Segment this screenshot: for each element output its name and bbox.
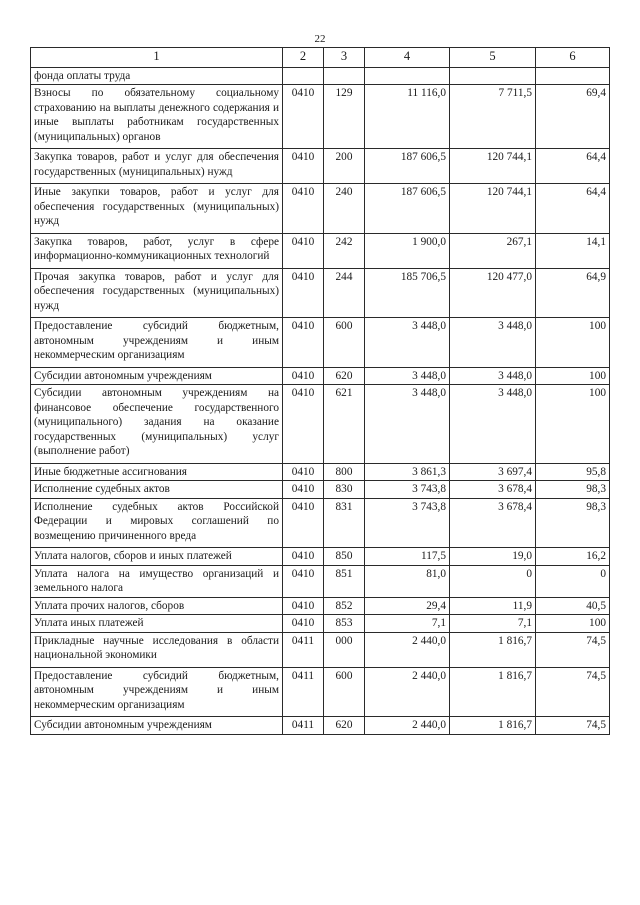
row-description: фонда оплаты труда [31, 67, 283, 85]
section-code: 0410 [283, 318, 324, 368]
column-header: 3 [324, 48, 365, 68]
executed-amount: 19,0 [450, 548, 536, 566]
expense-type-code: 242 [324, 233, 365, 268]
planned-amount: 117,5 [365, 548, 450, 566]
section-code: 0410 [283, 149, 324, 184]
executed-amount: 3 678,4 [450, 498, 536, 548]
planned-amount: 3 743,8 [365, 498, 450, 548]
executed-amount: 3 448,0 [450, 385, 536, 464]
table-row [31, 85, 610, 149]
row-description: Закупка товаров, работ и услуг для обеспечения государственных (муниципальных) нужд [31, 149, 283, 184]
execution-percent: 69,4 [536, 85, 610, 149]
row-description: Закупка товаров, работ, услуг в сфере информационно-коммуникационных технологий [31, 233, 283, 268]
row-description: Иные бюджетные ассигнования [31, 463, 283, 481]
planned-amount: 81,0 [365, 565, 450, 597]
row-description: Иные закупки товаров, работ и услуг для обеспечения государственных (муниципальных) нужд [31, 184, 283, 234]
executed-amount: 120 744,1 [450, 184, 536, 234]
execution-percent: 98,3 [536, 498, 610, 548]
section-code: 0410 [283, 548, 324, 566]
execution-percent: 95,8 [536, 463, 610, 481]
table-row [31, 615, 610, 633]
column-header: 2 [283, 48, 324, 68]
execution-percent: 64,4 [536, 149, 610, 184]
execution-percent: 14,1 [536, 233, 610, 268]
row-description: Субсидии автономным учреждениям на финансовое обеспечение государственного (муниципального) задания на оказание государственных (муниципальных) услуг (выполнение работ) [31, 385, 283, 464]
table-row [31, 632, 610, 667]
planned-amount: 3 861,3 [365, 463, 450, 481]
executed-amount: 120 477,0 [450, 268, 536, 318]
expense-type-code [324, 67, 365, 85]
budget-table [30, 47, 610, 735]
executed-amount: 7,1 [450, 615, 536, 633]
table-row [31, 717, 610, 735]
section-code: 0410 [283, 184, 324, 234]
row-description: Субсидии автономным учреждениям [31, 717, 283, 735]
expense-type-code: 830 [324, 481, 365, 499]
column-header: 5 [450, 48, 536, 68]
executed-amount: 1 816,7 [450, 717, 536, 735]
planned-amount: 11 116,0 [365, 85, 450, 149]
row-description: Уплата налогов, сборов и иных платежей [31, 548, 283, 566]
executed-amount: 120 744,1 [450, 149, 536, 184]
table-row [31, 481, 610, 499]
expense-type-code: 200 [324, 149, 365, 184]
row-description: Прикладные научные исследования в области национальной экономики [31, 632, 283, 667]
planned-amount: 3 448,0 [365, 385, 450, 464]
execution-percent: 40,5 [536, 597, 610, 615]
section-code: 0410 [283, 85, 324, 149]
planned-amount: 185 706,5 [365, 268, 450, 318]
row-description: Предоставление субсидий бюджетным, автономным учреждениям и иным некоммерческим организациям [31, 318, 283, 368]
expense-type-code: 600 [324, 667, 365, 717]
section-code: 0410 [283, 385, 324, 464]
expense-type-code: 620 [324, 367, 365, 385]
section-code: 0410 [283, 565, 324, 597]
execution-percent [536, 67, 610, 85]
section-code: 0410 [283, 463, 324, 481]
expense-type-code: 800 [324, 463, 365, 481]
planned-amount: 3 448,0 [365, 367, 450, 385]
planned-amount: 2 440,0 [365, 632, 450, 667]
planned-amount: 7,1 [365, 615, 450, 633]
expense-type-code: 000 [324, 632, 365, 667]
expense-type-code: 240 [324, 184, 365, 234]
execution-percent: 74,5 [536, 717, 610, 735]
row-description: Субсидии автономным учреждениям [31, 367, 283, 385]
section-code: 0411 [283, 717, 324, 735]
expense-type-code: 831 [324, 498, 365, 548]
section-code: 0410 [283, 268, 324, 318]
planned-amount: 187 606,5 [365, 184, 450, 234]
table-row [31, 498, 610, 548]
executed-amount: 1 816,7 [450, 632, 536, 667]
execution-percent: 100 [536, 385, 610, 464]
table-row [31, 184, 610, 234]
section-code: 0410 [283, 367, 324, 385]
table-row [31, 565, 610, 597]
row-description: Уплата прочих налогов, сборов [31, 597, 283, 615]
row-description: Исполнение судебных актов [31, 481, 283, 499]
table-row [31, 318, 610, 368]
table-row [31, 233, 610, 268]
expense-type-code: 621 [324, 385, 365, 464]
executed-amount: 7 711,5 [450, 85, 536, 149]
execution-percent: 74,5 [536, 667, 610, 717]
execution-percent: 64,9 [536, 268, 610, 318]
section-code: 0410 [283, 233, 324, 268]
row-description: Исполнение судебных актов Российской Федерации и мировых соглашений по возмещению причиненного вреда [31, 498, 283, 548]
execution-percent: 16,2 [536, 548, 610, 566]
planned-amount: 2 440,0 [365, 717, 450, 735]
table-row [31, 548, 610, 566]
column-header: 6 [536, 48, 610, 68]
executed-amount [450, 67, 536, 85]
column-header: 4 [365, 48, 450, 68]
section-code: 0410 [283, 481, 324, 499]
expense-type-code: 600 [324, 318, 365, 368]
execution-percent: 100 [536, 318, 610, 368]
expense-type-code: 129 [324, 85, 365, 149]
row-description: Предоставление субсидий бюджетным, автономным учреждениям и иным некоммерческим организациям [31, 667, 283, 717]
executed-amount: 0 [450, 565, 536, 597]
expense-type-code: 853 [324, 615, 365, 633]
table-row [31, 367, 610, 385]
execution-percent: 98,3 [536, 481, 610, 499]
row-description: Уплата налога на имущество организаций и земельного налога [31, 565, 283, 597]
row-description: Прочая закупка товаров, работ и услуг для обеспечения государственных (муниципальных) нужд [31, 268, 283, 318]
table-row [31, 597, 610, 615]
table-row [31, 149, 610, 184]
section-code [283, 67, 324, 85]
executed-amount: 3 697,4 [450, 463, 536, 481]
execution-percent: 74,5 [536, 632, 610, 667]
page-number: 22 [314, 33, 326, 45]
executed-amount: 11,9 [450, 597, 536, 615]
section-code: 0411 [283, 632, 324, 667]
execution-percent: 64,4 [536, 184, 610, 234]
expense-type-code: 244 [324, 268, 365, 318]
executed-amount: 1 816,7 [450, 667, 536, 717]
planned-amount: 3 448,0 [365, 318, 450, 368]
planned-amount [365, 67, 450, 85]
planned-amount: 1 900,0 [365, 233, 450, 268]
execution-percent: 100 [536, 615, 610, 633]
section-code: 0410 [283, 597, 324, 615]
row-description: Взносы по обязательному социальному страхованию на выплаты денежного содержания и иные выплаты работникам государственных (муниципальных) органов [31, 85, 283, 149]
table-row [31, 385, 610, 464]
planned-amount: 187 606,5 [365, 149, 450, 184]
expense-type-code: 620 [324, 717, 365, 735]
table-row [31, 463, 610, 481]
planned-amount: 3 743,8 [365, 481, 450, 499]
executed-amount: 3 448,0 [450, 367, 536, 385]
planned-amount: 2 440,0 [365, 667, 450, 717]
execution-percent: 0 [536, 565, 610, 597]
expense-type-code: 851 [324, 565, 365, 597]
executed-amount: 3 678,4 [450, 481, 536, 499]
executed-amount: 3 448,0 [450, 318, 536, 368]
section-code: 0411 [283, 667, 324, 717]
planned-amount: 29,4 [365, 597, 450, 615]
table-row [31, 67, 610, 85]
table-header-row [31, 48, 610, 68]
execution-percent: 100 [536, 367, 610, 385]
table-row [31, 667, 610, 717]
expense-type-code: 852 [324, 597, 365, 615]
table-row [31, 268, 610, 318]
section-code: 0410 [283, 498, 324, 548]
expense-type-code: 850 [324, 548, 365, 566]
section-code: 0410 [283, 615, 324, 633]
executed-amount: 267,1 [450, 233, 536, 268]
column-header: 1 [31, 48, 283, 68]
row-description: Уплата иных платежей [31, 615, 283, 633]
